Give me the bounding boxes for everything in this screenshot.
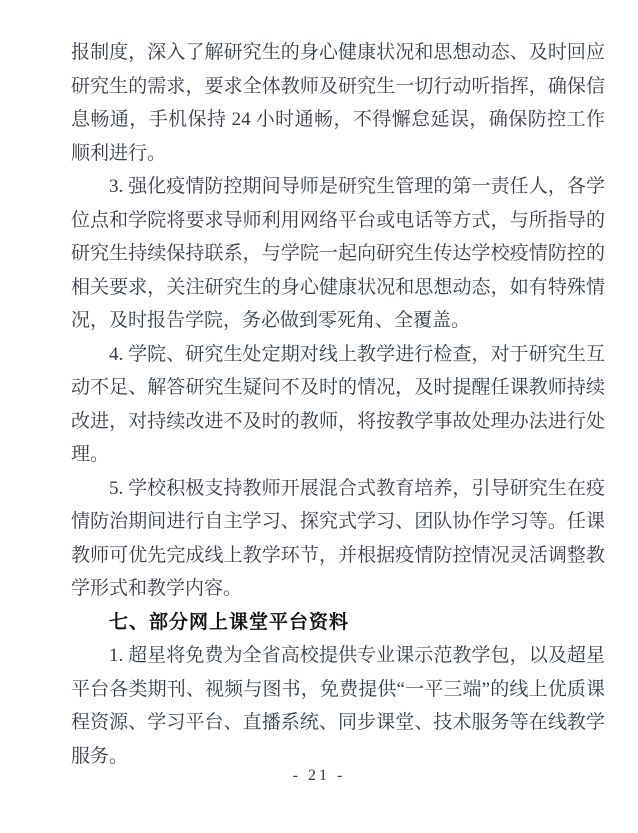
body-paragraph-item-4: 4. 学院、研究生处定期对线上教学进行检查，对于研究生互动不足、解答研究生疑问不及时的情况，及时提醒任课教师持续改进，对持续改进不及时的教师，将按教学事故处理办法进行处理。 <box>71 343 605 465</box>
body-paragraph-item-3: 3. 强化疫情防控期间导师是研究生管理的第一责任人，各学位点和学院将要求导师利用网络平台或电话等方式，与所指导的研究生持续保持联系，与学院一起向研究生传达学校疫情防控的相关要求，关注研究生的身心健康状况和思想动态，如有特殊情况，及时报告学院，务必做到零死角、全覆盖。 <box>71 176 605 331</box>
body-paragraph-continuation: 报制度，深入了解研究生的身心健康状况和思想动态、及时回应研究生的需求，要求全体教师及研究生一切行动听指挥，确保信息畅通，手机保持 24 小时通畅，不得懈怠延误，确保防控工作顺利进行。 <box>71 42 605 164</box>
text-block <box>71 36 605 773</box>
body-paragraph-item-1-section-seven: 1. 超星将免费为全省高校提供专业课示范教学包，以及超星平台各类期刊、视频与图书，免费提供“一平三端”的线上优质课程资源、学习平台、直播系统、同步课堂、技术服务等在线教学服务。 <box>71 645 605 767</box>
body-paragraph-item-5: 5. 学校积极支持教师开展混合式教育培养，引导研究生在疫情防治期间进行自主学习、探究式学习、团队协作学习等。任课教师可优先完成线上教学环节，并根据疫情防控情况灵活调整教学形式和教学内容。 <box>71 477 605 599</box>
page-number: - 21 - <box>292 767 346 784</box>
section-heading-seven: 七、部分网上课堂平台资料 <box>109 611 350 633</box>
